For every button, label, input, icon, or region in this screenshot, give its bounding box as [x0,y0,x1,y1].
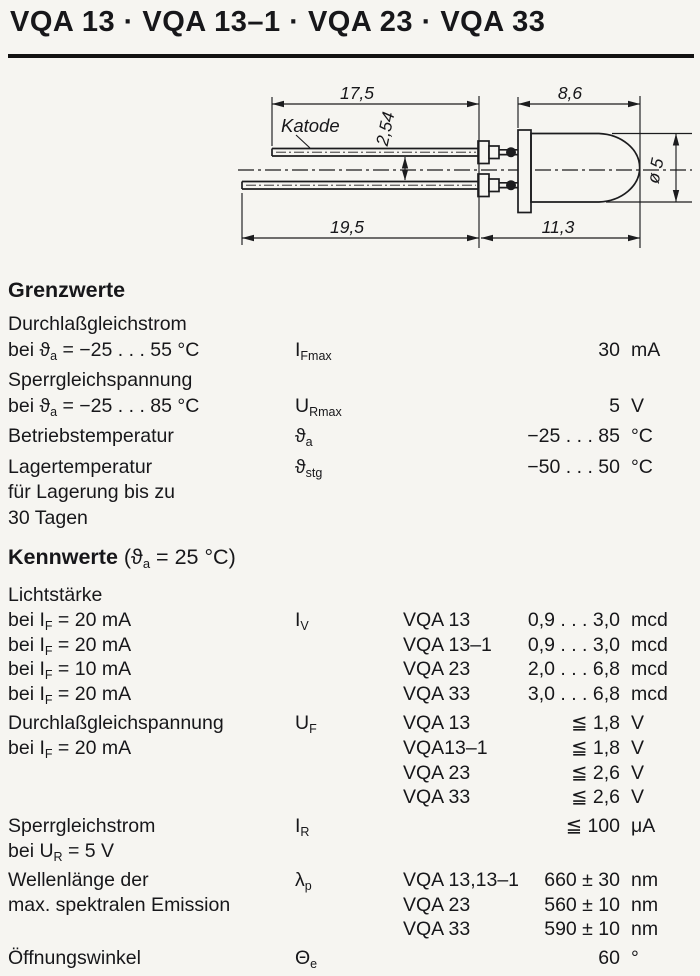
spec-symbol [295,312,403,338]
spec-symbol [295,368,403,394]
spec-value [527,312,620,338]
spec-condition: bei $I_F = 20$ mA [8,608,132,633]
spec-symbol [295,583,403,608]
spec-unit: V [631,711,645,734]
spec-type [403,424,527,450]
spec-row [8,785,700,810]
dim-diameter-label: ø 5 [642,156,668,186]
spec-symbol [295,480,403,506]
spec-value: 30 [598,338,620,361]
spec-condition: bei $I_F = 20$ mA [8,683,132,708]
spec-value [527,583,620,608]
katode-leader-line [296,135,310,148]
spec-condition: Wellenlänge der [8,868,149,891]
spec-unit: °C [631,425,653,447]
spec-row [8,814,700,839]
page-title: VQA 13 · VQA 13–1 · VQA 23 · VQA 33 [10,6,546,38]
spec-unit: nm [631,868,659,891]
spec-type: VQA 13,13–1 [403,868,520,891]
spec-value: 560 ± 10 [544,893,620,916]
spec-unit [620,368,700,394]
spec-type [403,455,527,481]
spec-unit: ° [631,947,639,970]
spec-symbol: $ϑ_{stg}$ [295,455,323,480]
spec-row [8,839,700,864]
spec-symbol [295,917,403,942]
spec-condition: Sperrgleichstrom [8,815,156,838]
spec-row [8,608,700,633]
anode-lead [242,174,518,197]
spec-type: VQA 33 [403,918,471,941]
spec-type: VQA 23 [403,761,471,784]
spec-type: VQA 23 [403,658,471,681]
spec-unit [620,506,700,532]
spec-value: ≦ 1,8 [571,711,620,734]
spec-symbol [295,893,403,918]
dim-2-54-label: 2,54 [371,110,399,148]
dim-8-6-label: 8,6 [557,83,583,103]
spec-unit: nm [631,893,659,916]
spec-type [403,394,527,420]
spec-row [8,368,700,394]
spec-symbol: $\Theta_e$ [295,947,318,972]
grenzwerte-table [8,312,700,531]
spec-value: ≦ 100 [565,815,620,838]
spec-symbol [295,761,403,786]
dim-11-3-label: 11,3 [541,217,575,237]
spec-condition [8,761,295,786]
led-body-dome [531,134,640,203]
spec-type: VQA 13 [403,608,471,631]
spec-type [403,506,527,532]
spec-condition: bei $I_F = 20$ mA [8,736,132,761]
spec-row [8,312,700,338]
spec-row [8,455,700,481]
spec-unit: V [631,761,645,784]
spec-type: VQA 33 [403,683,471,706]
spec-value [527,506,620,532]
spec-value: 2,0 . . . 6,8 [527,658,620,681]
spec-row [8,657,700,682]
spec-symbol [295,657,403,682]
spec-symbol: $I_{Fmax}$ [295,338,332,363]
spec-row [8,917,700,942]
spec-value [527,480,620,506]
spec-type [403,480,527,506]
spec-condition [8,785,295,810]
led-flange [518,130,531,213]
spec-value: 590 ± 10 [544,918,620,941]
spec-value: 660 ± 30 [544,868,620,891]
spec-type [403,312,527,338]
spec-condition: für Lagerung bis zu [8,481,175,503]
spec-condition: Sperrgleichspannung [8,369,193,391]
spec-row [8,736,700,761]
led-package-outline [238,130,692,213]
dimension-labels [281,83,668,237]
spec-type: VQA13–1 [403,736,488,759]
spec-type [403,814,527,839]
title-rule [8,54,694,58]
led-dimension-drawing [0,68,700,273]
spec-row [8,893,700,918]
spec-symbol: $U_F$ [295,711,317,736]
spec-type [403,368,527,394]
spec-value: 3,0 . . . 6,8 [527,683,620,706]
spec-unit: V [631,786,645,809]
spec-value [527,839,620,864]
spec-condition: 30 Tagen [8,506,88,529]
spec-condition: bei $U_R = 5$ V [8,839,115,864]
kennwerte-table [8,583,700,971]
spec-type [403,839,527,864]
spec-row [8,583,700,608]
spec-symbol [295,736,403,761]
spec-value: 60 [598,947,620,970]
spec-unit: mcd [631,633,668,656]
spec-value: −50 . . . 50 [527,455,620,478]
spec-unit: mcd [631,658,668,681]
spec-row [8,480,700,506]
spec-condition: Öffnungswinkel [8,947,141,970]
spec-value [527,368,620,394]
spec-type: VQA 13 [403,711,471,734]
spec-row [8,394,700,420]
spec-value: −25 . . . 85 [527,425,620,447]
spec-row [8,682,700,707]
spec-type [403,946,527,971]
spec-row [8,711,700,736]
cathode-lead [272,141,518,164]
spec-unit: V [631,394,645,417]
spec-row [8,633,700,658]
spec-value: ≦ 2,6 [571,786,620,809]
spec-value: 5 [609,394,620,417]
spec-type: VQA 33 [403,786,471,809]
spec-value: ≦ 1,8 [571,736,620,759]
spec-condition [8,917,295,942]
spec-row [8,868,700,893]
spec-symbol: $I_V$ [295,608,309,633]
spec-symbol [295,785,403,810]
spec-symbol [295,682,403,707]
spec-value: ≦ 2,6 [571,761,620,784]
grenzwerte-heading: Grenzwerte [8,278,126,302]
spec-condition: Lichtstärke [8,584,103,606]
spec-type [403,338,527,364]
spec-row [8,424,700,450]
spec-condition: bei $ϑ_a = -25$ . . . 85 °C [8,394,200,419]
spec-unit: mcd [631,683,668,706]
spec-condition: Durchlaßgleichstrom [8,313,187,335]
spec-symbol: $ϑ_a$ [295,425,313,449]
spec-row [8,946,700,971]
dim-19-5-label: 19,5 [329,217,365,237]
spec-unit: mcd [631,608,668,631]
spec-symbol: $U_{Rmax}$ [295,394,342,419]
spec-row [8,506,700,532]
spec-row [8,761,700,786]
katode-label: Katode [281,115,340,136]
spec-unit: °C [631,455,653,478]
spec-unit [620,839,700,864]
spec-condition: Durchlaßgleichspannung [8,711,224,734]
spec-symbol [295,839,403,864]
spec-unit [620,583,700,608]
kennwerte-heading: Kennwerte ($ϑ_a = 25$ °C) [8,545,236,571]
spec-condition: bei $I_F = 20$ mA [8,633,132,658]
spec-unit: V [631,736,645,759]
spec-symbol [295,506,403,532]
spec-type: VQA 23 [403,893,471,916]
spec-unit: mA [631,338,661,361]
spec-type [403,583,527,608]
spec-condition: Betriebstemperatur [8,425,174,447]
spec-value: 0,9 . . . 3,0 [527,608,620,631]
spec-value: 0,9 . . . 3,0 [527,633,620,656]
spec-symbol: $I_R$ [295,815,310,840]
spec-row [8,338,700,364]
spec-symbol: $\lambda_p$ [295,868,312,893]
spec-condition: max. spektralen Emission [8,893,231,916]
spec-condition: bei $ϑ_a = -25$ . . . 55 °C [8,338,200,363]
spec-condition: Lagertemperatur [8,455,153,478]
spec-condition: bei $I_F = 10$ mA [8,658,132,683]
dim-17-5-label: 17,5 [339,83,375,103]
spec-unit: nm [631,918,659,941]
spec-unit [620,312,700,338]
spec-unit: μA [631,815,656,838]
spec-type: VQA 13–1 [403,633,492,656]
spec-unit [620,480,700,506]
spec-symbol [295,633,403,658]
